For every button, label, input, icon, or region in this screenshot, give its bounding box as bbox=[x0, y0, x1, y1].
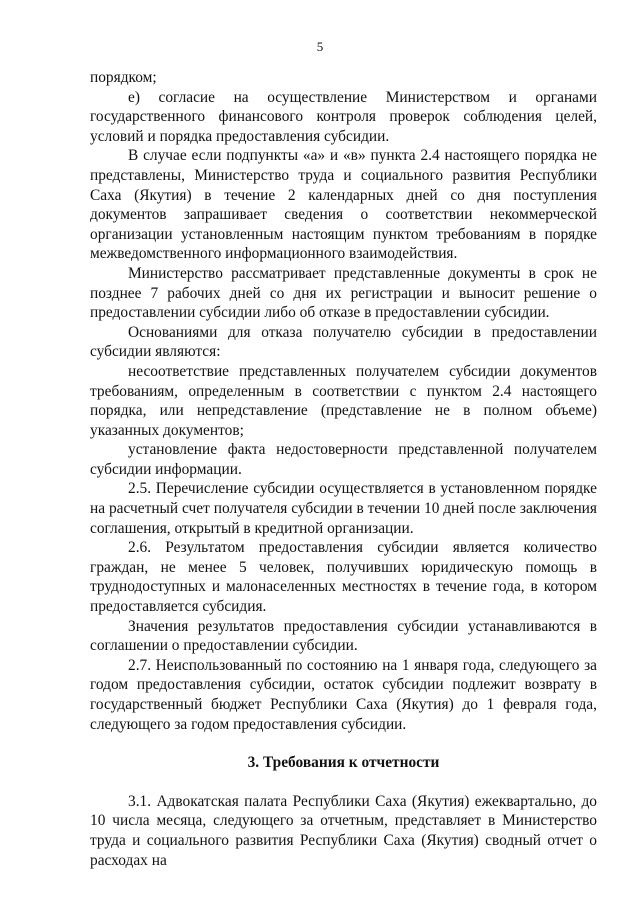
document-body bbox=[90, 68, 597, 870]
paragraph-consent-e: е) согласие на осуществление Министерством и органами государственного финансового контроля проверок соблюдения целей, условий и порядка предоставления субсидии. bbox=[90, 88, 597, 145]
page-number: 5 bbox=[316, 39, 324, 54]
paragraph-refusal-grounds: Основаниями для отказа получателю субсидии в предоставлении субсидии являются: bbox=[90, 323, 597, 361]
paragraph-continuation: порядком; bbox=[90, 69, 157, 86]
paragraph-refusal-ground-2: установление факта недостоверности представленной получателем субсидии информации. bbox=[90, 441, 597, 478]
paragraph-review-term: Министерство рассматривает представленные документы в срок не позднее 7 рабочих дней со дня их регистрации и выносит решение о предоставлении субсидии либо об отказе в предоставлении субсидии. bbox=[90, 264, 597, 322]
section-heading: 3. Требования к отчетности bbox=[247, 754, 440, 772]
paragraph-result-values: Значения результатов предоставления субсидии устанавливаются в соглашении о предоставлении субсидии. bbox=[90, 617, 597, 655]
paragraph-interagency-request: В случае если подпункты «а» и «в» пункта 2.4 настоящего порядка не представлены, Министерство труда и социального развития Республики Саха (Якутия) в течение 2 календарных дней со дня поступления документов запрашивает сведения о соответствии некоммерческой организации установленным настоящим пунктом требованиям в порядке межведомственного информационного взаимодействия. bbox=[90, 147, 597, 263]
paragraph-clause-2-6: 2.6. Результатом предоставления субсидии является количество граждан, не менее 5 человек, получивших юридическую помощь в труднодоступных и малонаселенных местностях в течение года, в котором предоставляется субсидия. bbox=[90, 539, 597, 616]
paragraph-clause-2-5: 2.5. Перечисление субсидии осуществляется в установленном порядке на расчетный счет получателя субсидии в течении 10 дней после заключения соглашения, открытый в кредитной организации. bbox=[90, 480, 597, 537]
paragraph-clause-3-1: 3.1. Адвокатская палата Республики Саха (Якутия) ежеквартально, до 10 числа месяца, следующего за отчетным, представляет в Министерство труда и социального развития Республики Саха (Якутия) сводный отчет о расходах на bbox=[90, 792, 597, 869]
paragraph-clause-2-7: 2.7. Неиспользованный по состоянию на 1 января года, следующего за годом предоставления субсидии, остаток субсидии подлежит возврату в государственный бюджет Республики Саха (Якутия) до 1 февраля года, следующего за годом предоставления субсидии. bbox=[90, 656, 597, 733]
paragraph-refusal-ground-1: несоответствие представленных получателем субсидии документов требованиям, определенным в соответствии с пунктом 2.4 настоящего порядка, или непредставление (представление не в полном объеме) указанных документов; bbox=[90, 362, 597, 439]
